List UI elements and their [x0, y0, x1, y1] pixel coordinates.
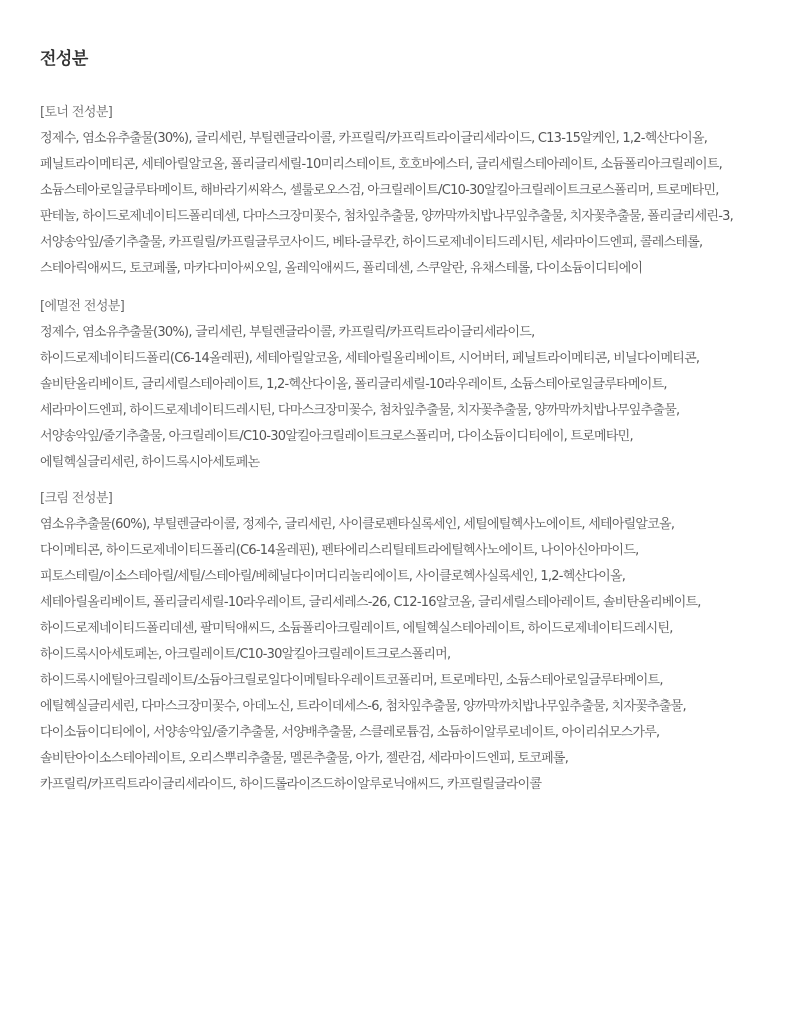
ingredient-line: 염소유추출물(60%), 부틸렌글라이콜, 정제수, 글리세린, 사이클로펜타실록세인, 세틸에틸헥사노에이트, 세테아릴알코올,	[40, 517, 675, 532]
ingredient-line: 솔비탄아이소스테아레이트, 오리스뿌리추출물, 멜론추출물, 아가, 젤란검, 세라마이드엔피, 토코페롤,	[40, 751, 569, 766]
ingredient-line: 에틸헥실글리세린, 다마스크장미꽃수, 아데노신, 트라이데세스-6, 첨차잎추출물, 양까막까치밥나무잎추출물, 치자꽃추출물,	[40, 699, 686, 714]
ingredient-line: 서양송악잎/줄기추출물, 아크릴레이트/C10-30알킬아크릴레이트크로스폴리머, 다이소듐이디티에이, 트로메타민,	[40, 429, 633, 444]
ingredient-line: 페닐트라이메티콘, 세테아릴알코올, 폴리글리세릴-10미리스테이트, 호호바에스터, 글리세릴스테아레이트, 소듐폴리아크릴레이트,	[40, 157, 723, 172]
ingredient-line: 세테아릴올리베이트, 폴리글리세릴-10라우레이트, 글리세레스-26, C12-16알코올, 글리세릴스테아레이트, 솔비탄올리베이트,	[40, 595, 701, 610]
ingredient-line: 에틸헥실글리세린, 하이드록시아세토페논	[40, 455, 260, 470]
ingredient-line: 소듐스테아로일글루타메이트, 해바라기씨왁스, 셀룰로오스검, 아크릴레이트/C10-30알킬아크릴레이트크로스폴리머, 트로메타민,	[40, 183, 719, 198]
ingredient-line: 다이소듐이디티에이, 서양송악잎/줄기추출물, 서양배추출물, 스클레로튬검, 소듐하이알루로네이트, 아이리쉬모스가루,	[40, 725, 660, 740]
ingredient-line: 정제수, 염소유추출물(30%), 글리세린, 부틸렌글라이콜, 카프릴릭/카프릭트라이글리세라이드, C13-15알케인, 1,2-헥산다이올,	[40, 131, 708, 146]
ingredient-line: 하이드록시아세토페논, 아크릴레이트/C10-30알킬아크릴레이트크로스폴리머,	[40, 647, 451, 662]
toner-ingredients-section	[40, 100, 800, 282]
ingredient-line: 판테놀, 하이드로제네이티드폴리데센, 다마스크장미꽃수, 첨차잎추출물, 양까막까치밥나무잎추출물, 치자꽃추출물, 폴리글리세린-3,	[40, 209, 734, 224]
emulsion-ingredients-section	[40, 294, 800, 476]
toner-heading: [토너 전성분]	[40, 105, 113, 120]
ingredient-line: 하이드록시에틸아크릴레이트/소듐아크릴로일다이메틸타우레이트코폴리머, 트로메타민, 소듐스테아로일글루타메이트,	[40, 673, 663, 688]
ingredient-line: 정제수, 염소유추출물(30%), 글리세린, 부틸렌글라이콜, 카프릴릭/카프릭트라이글리세라이드,	[40, 325, 535, 340]
ingredient-line: 하이드로제네이티드폴리데센, 팔미틱애씨드, 소듐폴리아크릴레이트, 에틸헥실스테아레이트, 하이드로제네이티드레시틴,	[40, 621, 673, 636]
ingredient-line: 서양송악잎/줄기추출물, 카프릴릴/카프릴글루코사이드, 베타-글루칸, 하이드로제네이티드레시틴, 세라마이드엔피, 콜레스테롤,	[40, 235, 703, 250]
cream-heading: [크림 전성분]	[40, 491, 113, 506]
ingredient-line: 솔비탄올리베이트, 글리세릴스테아레이트, 1,2-헥산다이올, 폴리글리세릴-10라우레이트, 소듐스테아로일글루타메이트,	[40, 377, 667, 392]
ingredient-line: 세라마이드엔피, 하이드로제네이티드레시틴, 다마스크장미꽃수, 첨차잎추출물, 치자꽃추출물, 양까막까치밥나무잎추출물,	[40, 403, 680, 418]
ingredient-line: 피토스테릴/이소스테아릴/세틸/스테아릴/베헤닐다이머디리놀리에이트, 사이클로헥사실록세인, 1,2-헥산다이올,	[40, 569, 626, 584]
ingredient-line: 다이메티콘, 하이드로제네이티드폴리(C6-14올레핀), 펜타에리스리틸테트라에틸헥사노에이트, 나이아신아마이드,	[40, 543, 639, 558]
ingredient-line: 스테아릭애씨드, 토코페롤, 마카다미아씨오일, 올레익애씨드, 폴리데센, 스쿠알란, 유채스테롤, 다이소듐이디티에이	[40, 261, 643, 276]
ingredient-line: 하이드로제네이티드폴리(C6-14올레핀), 세테아릴알코올, 세테아릴올리베이트, 시어버터, 페닐트라이메티콘, 비닐다이메티콘,	[40, 351, 700, 366]
ingredient-line: 카프릴릭/카프릭트라이글리세라이드, 하이드롤라이즈드하이알루로닉애씨드, 카프릴릴글라이콜	[40, 777, 542, 792]
cream-ingredients-section	[40, 486, 800, 798]
page-title: 전성분	[40, 49, 88, 69]
emulsion-heading: [에멀전 전성분]	[40, 299, 125, 314]
